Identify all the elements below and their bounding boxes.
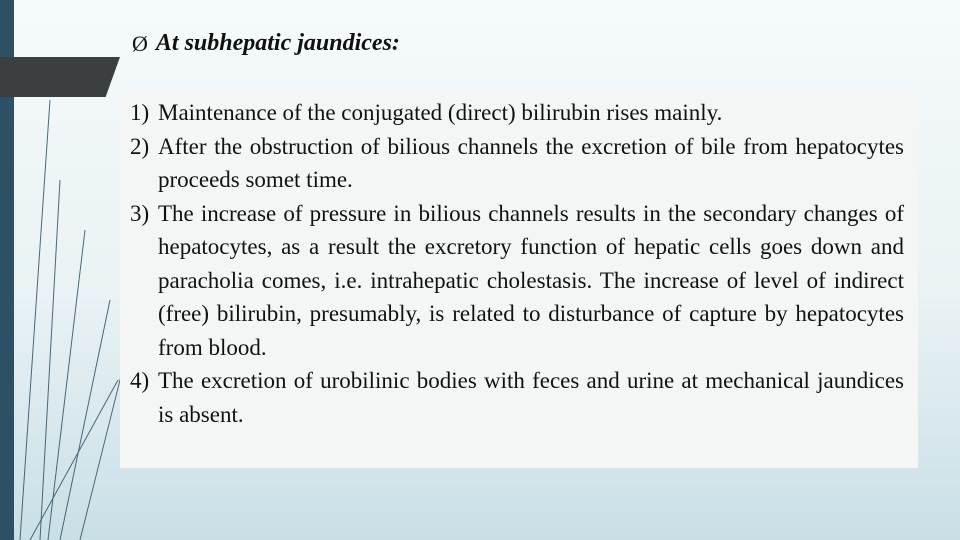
- list-item: [130, 197, 904, 365]
- list-item-number: 1): [130, 100, 150, 125]
- list-item: [130, 130, 904, 197]
- content-box: [120, 88, 918, 468]
- list-item-number: 4): [130, 368, 150, 393]
- list-item-text: Maintenance of the conjugated (direct) bilirubin rises mainly.: [158, 100, 723, 125]
- list-item-number: 3): [130, 200, 150, 226]
- title-accent-tab: [0, 57, 120, 97]
- arrow-bullet-icon: Ø: [132, 30, 148, 56]
- list-item-text: The increase of pressure in bilious channels results in the secondary changes of hepatocytes, as a result the excretory function of hepatic cells goes down and paracholia comes, i.e. intrahepatic cholestasis. The increase of level of indirect (free) bilirubin, presumably, is related to disturbance of capture by hepatocytes from blood.: [158, 200, 904, 360]
- list-item-number: 2): [130, 133, 150, 159]
- list-item: [130, 96, 904, 130]
- list-item-text: After the obstruction of bilious channels the excretion of bile from hepatocytes proceeds somet time.: [158, 133, 904, 192]
- numbered-list: [130, 96, 904, 431]
- slide-title: [132, 30, 400, 57]
- slide-title-text: At subhepatic jaundices:: [155, 30, 400, 56]
- list-item: [130, 364, 904, 431]
- list-item-text: The excretion of urobilinic bodies with feces and urine at mechanical jaundices is absent.: [158, 368, 904, 427]
